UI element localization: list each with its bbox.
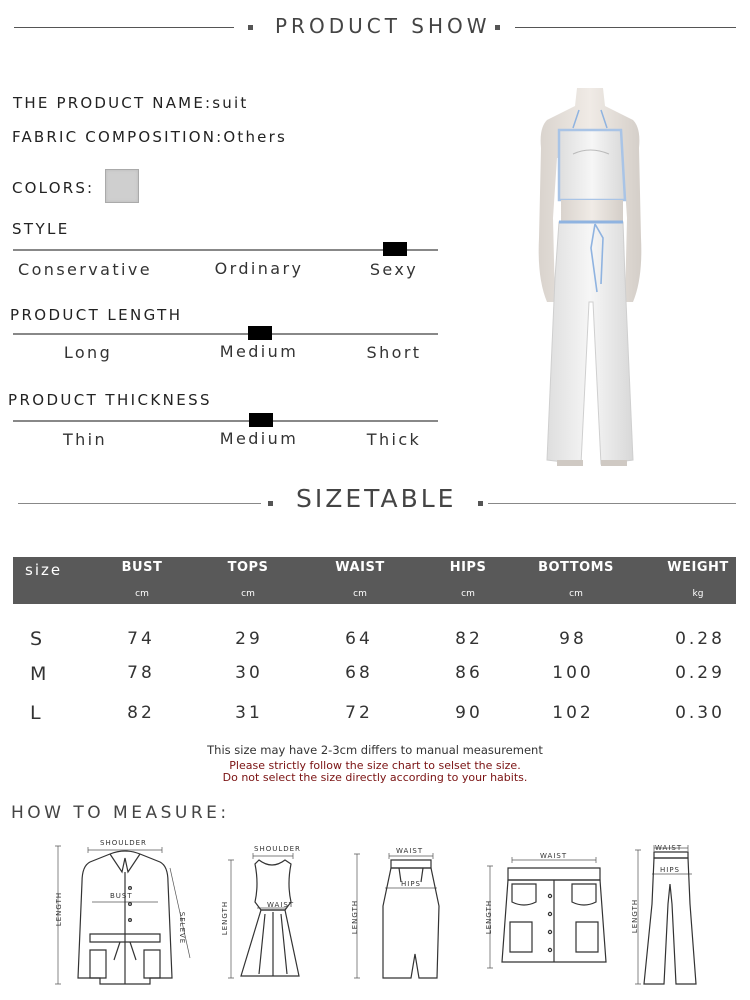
thickness-option-medium: Medium xyxy=(219,429,299,448)
sleeve-label: SELEVE xyxy=(178,911,187,945)
how-to-measure-heading: HOW TO MEASURE: xyxy=(11,803,230,823)
tops-column-header: TOPS xyxy=(227,560,269,575)
table-cell: 0.29 xyxy=(675,663,725,683)
product-photo xyxy=(515,88,665,468)
divider-dot xyxy=(478,501,483,506)
waist-label: WAIST xyxy=(267,901,295,909)
table-cell: 86 xyxy=(455,663,483,683)
weight-column-header: WEIGHT xyxy=(667,560,729,575)
divider-dot xyxy=(248,25,253,30)
length-label: LENGTH xyxy=(55,891,64,927)
row-size-m: M xyxy=(30,663,47,685)
product-name-row xyxy=(13,94,248,112)
table-cell: 29 xyxy=(235,629,263,649)
thickness-option-thin: Thin xyxy=(62,430,108,449)
table-cell: 31 xyxy=(235,703,263,723)
fabric-value: Others xyxy=(223,128,287,146)
table-cell: 98 xyxy=(559,629,587,649)
table-cell: 82 xyxy=(455,629,483,649)
style-option-conservative: Conservative xyxy=(18,260,152,279)
table-cell: 100 xyxy=(552,663,594,683)
style-option-ordinary: Ordinary xyxy=(214,259,304,278)
measurement-note: This size may have 2-3cm differs to manual measurement xyxy=(207,743,543,757)
table-cell: 74 xyxy=(127,629,155,649)
bust-label: BUST xyxy=(110,892,133,900)
table-cell: 78 xyxy=(127,663,155,683)
size-table-header xyxy=(13,557,736,604)
size-column-header: size xyxy=(25,561,63,579)
length-marker xyxy=(248,326,272,340)
table-cell: 102 xyxy=(552,703,594,723)
bottoms-unit: cm xyxy=(569,589,583,599)
hips-label: HIPS xyxy=(401,880,421,888)
weight-unit: kg xyxy=(692,589,704,599)
divider-dot xyxy=(495,25,500,30)
dress-figure xyxy=(225,850,305,985)
skirt-figure xyxy=(345,848,445,986)
table-cell: 82 xyxy=(127,703,155,723)
bust-unit: cm xyxy=(135,589,149,599)
fabric-label: FABRIC COMPOSITION: xyxy=(12,128,224,146)
divider-line xyxy=(515,27,736,28)
length-option-long: Long xyxy=(63,343,113,362)
length-title: PRODUCT LENGTH xyxy=(10,306,183,324)
length-label: LENGTH xyxy=(485,899,494,935)
table-cell: 0.30 xyxy=(675,703,725,723)
waist-column-header: WAIST xyxy=(335,560,385,575)
style-title: STYLE xyxy=(12,220,70,238)
table-cell: 68 xyxy=(345,663,373,683)
hips-label: HIPS xyxy=(660,866,680,874)
table-cell: 64 xyxy=(345,629,373,649)
size-warning-1: Please strictly follow the size chart to selset the size. xyxy=(229,759,521,772)
waist-unit: cm xyxy=(353,589,367,599)
style-marker xyxy=(383,242,407,256)
style-option-sexy: Sexy xyxy=(369,260,419,279)
colors-label: COLORS: xyxy=(12,179,95,197)
row-size-s: S xyxy=(30,628,43,650)
length-label: LENGTH xyxy=(221,900,230,936)
style-scale-line xyxy=(13,249,438,251)
table-cell: 72 xyxy=(345,703,373,723)
length-option-short: Short xyxy=(366,343,422,362)
fabric-row xyxy=(12,128,287,146)
length-option-medium: Medium xyxy=(219,342,299,361)
denim-skirt-figure xyxy=(480,852,620,974)
shoulder-label: SHOULDER xyxy=(100,839,147,847)
waist-label: WAIST xyxy=(655,844,683,852)
divider-line xyxy=(488,503,736,504)
product-show-heading: PRODUCT SHOW xyxy=(275,14,491,38)
row-size-l: L xyxy=(30,702,41,724)
product-name-label: THE PRODUCT NAME: xyxy=(13,94,213,112)
hips-column-header: HIPS xyxy=(449,560,487,575)
table-cell: 30 xyxy=(235,663,263,683)
hips-unit: cm xyxy=(461,589,475,599)
tops-unit: cm xyxy=(241,589,255,599)
thickness-scale-line xyxy=(13,420,438,422)
thickness-marker xyxy=(249,413,273,427)
table-cell: 0.28 xyxy=(675,629,725,649)
length-label: LENGTH xyxy=(631,898,640,934)
thickness-option-thick: Thick xyxy=(366,430,422,449)
length-label: LENGTH xyxy=(351,899,360,935)
color-swatch[interactable] xyxy=(105,169,139,203)
table-cell: 90 xyxy=(455,703,483,723)
length-scale-line xyxy=(13,333,438,335)
waist-label: WAIST xyxy=(396,847,424,855)
shoulder-label: SHOULDER xyxy=(254,845,301,853)
waist-label: WAIST xyxy=(540,852,568,860)
thickness-title: PRODUCT THICKNESS xyxy=(8,391,212,409)
sizetable-heading: SIZETABLE xyxy=(296,484,457,513)
product-name-value: suit xyxy=(212,94,249,112)
divider-dot xyxy=(268,501,273,506)
bust-column-header: BUST xyxy=(121,560,163,575)
divider-line xyxy=(18,503,261,504)
divider-line xyxy=(14,27,234,28)
bottoms-column-header: BOTTOMS xyxy=(538,560,614,575)
size-warning-2: Do not select the size directly according to your habits. xyxy=(222,771,528,784)
